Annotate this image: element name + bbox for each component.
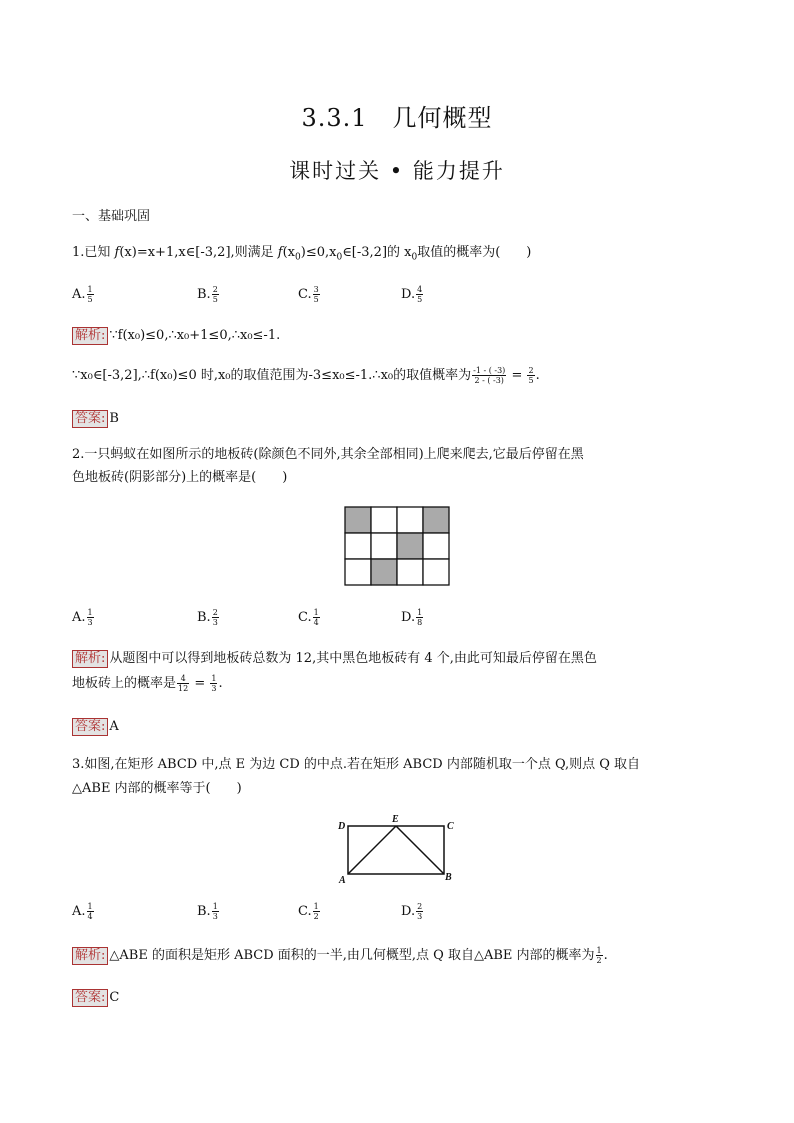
analysis-tag: 解析:	[72, 947, 108, 965]
q1-stem: 1.已知 f(x)=x+1,x∈[-3,2],则满足 $f(x_0)\le 0,x_0\in[-3,2]$的 $x_0$取值的概率为( )	[72, 245, 532, 263]
tile-white	[397, 507, 423, 533]
answer-tag: 答案:	[72, 718, 108, 736]
rectangle-abcd-figure	[336, 812, 460, 884]
q3-option-a: A. $\frac{1}{4}$	[72, 902, 93, 921]
tile-white	[423, 559, 449, 585]
q3-stem-line1: 3.如图,在矩形 ABCD 中,点 E 为边 CD 的中点.若在矩形 ABCD 内部随机取一个点 Q,则点 Q 取自	[72, 757, 641, 772]
q3-option-d: D. $\frac{2}{3}$	[401, 902, 423, 921]
segment-ae	[348, 826, 396, 874]
segment-be	[396, 826, 444, 874]
analysis-tag: 解析:	[72, 327, 108, 345]
q2-answer: 答案: A	[72, 718, 119, 736]
q3-stem-line2: △ABE 内部的概率等于( )	[72, 781, 242, 796]
q1-option-a: A. $\frac{1}{5}$	[72, 285, 93, 304]
tile-white	[423, 533, 449, 559]
answer-tag: 答案:	[72, 989, 108, 1007]
tile-white	[371, 507, 397, 533]
tile-white	[345, 559, 371, 585]
q1-option-b: B. $\frac{2}{5}$	[197, 285, 218, 304]
q1-option-c: C. $\frac{3}{5}$	[298, 285, 319, 304]
vertex-label-a: A	[339, 875, 346, 884]
vertex-label-d: D	[338, 821, 346, 832]
section-heading: 一、基础巩固	[72, 209, 151, 224]
tile-white	[345, 533, 371, 559]
rectangle-abcd	[348, 826, 444, 874]
vertex-label-b: B	[445, 872, 452, 883]
q2-analysis-line2: 地板砖上的概率是 $\frac{4}{12}$ = $\frac{1}{3}$ .	[72, 674, 223, 693]
q1-analysis-line2: ∵x₀∈[-3,2],∴f(x₀)≤0 时,x₀的取值范围为-3≤x₀≤-1.∴x₀的取值概率为 $\frac{-1 - ( -3)}{2 - ( -3)}$ = $\frac{2}{5}$ .	[72, 366, 540, 385]
q2-option-b: B. $\frac{2}{3}$	[197, 608, 218, 627]
q2-option-a: A. $\frac{1}{3}$	[72, 608, 93, 627]
q2-stem-line2: 色地板砖(阴影部分)上的概率是( )	[72, 470, 288, 485]
q2-analysis-line1: 解析: 从题图中可以得到地板砖总数为 12,其中黑色地板砖有 4 个,由此可知最后停留在黑色	[72, 650, 597, 668]
tile-shaded	[397, 533, 423, 559]
floor-tile-grid	[344, 506, 452, 586]
page-title: 3.3.1 几何概型	[301, 104, 493, 132]
q3-option-c: C. $\frac{1}{2}$	[298, 902, 319, 921]
tile-shaded	[371, 559, 397, 585]
q3-answer: 答案: C	[72, 989, 119, 1007]
analysis-tag: 解析:	[72, 650, 108, 668]
vertex-label-c: C	[447, 821, 454, 832]
tile-shaded	[345, 507, 371, 533]
q1-option-d: D. $\frac{4}{5}$	[401, 285, 423, 304]
q1-analysis-line1: 解析: ∵f(x₀)≤0,∴x₀+1≤0,∴x₀≤-1.	[72, 327, 280, 345]
tile-white	[371, 533, 397, 559]
q3-analysis: 解析: △ABE 的面积是矩形 ABCD 面积的一半,由几何概型,点 Q 取自△ABE 内部的概率为 $\frac{1}{2}$ .	[72, 946, 608, 965]
q2-option-c: C. $\frac{1}{4}$	[298, 608, 319, 627]
q2-stem-line1: 2.一只蚂蚁在如图所示的地板砖(除颜色不同外,其余全部相同)上爬来爬去,它最后停留在黑	[72, 447, 584, 462]
q2-option-d: D. $\frac{1}{8}$	[401, 608, 423, 627]
tile-white	[397, 559, 423, 585]
vertex-label-e: E	[392, 814, 399, 825]
page-subtitle: 课时过关 • 能力提升	[289, 159, 505, 183]
answer-tag: 答案:	[72, 410, 108, 428]
tile-shaded	[423, 507, 449, 533]
q1-answer: 答案: B	[72, 410, 119, 428]
q3-option-b: B. $\frac{1}{3}$	[197, 902, 218, 921]
